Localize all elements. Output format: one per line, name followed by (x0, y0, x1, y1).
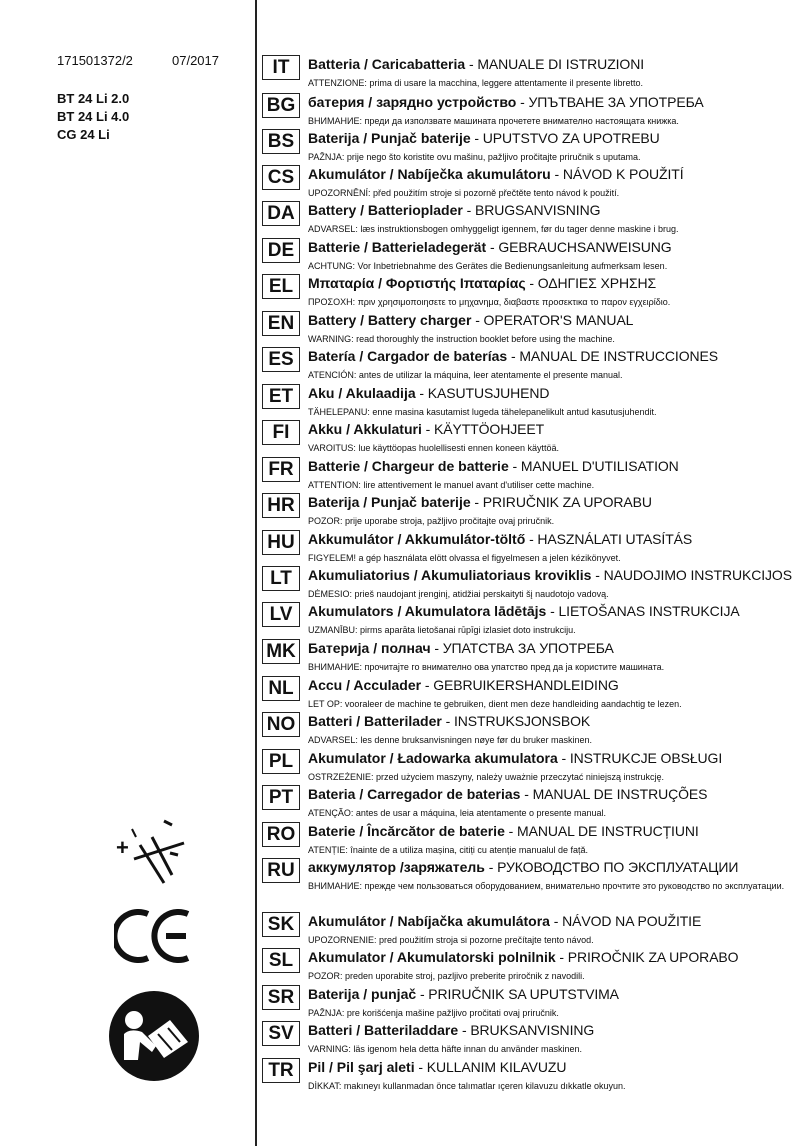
language-code: DE (262, 238, 300, 263)
language-title (308, 165, 684, 183)
document-number: 171501372/2 (57, 53, 133, 68)
language-code: FR (262, 457, 300, 482)
warning-text (308, 878, 788, 895)
warning-label: PAŽNJA: (308, 152, 345, 162)
manual-title: - MANUAL DE INSTRUCCIONES (507, 348, 718, 364)
product-name: Baterie / Încărcător de baterie (308, 823, 505, 839)
warning-body: pirms aparāta lietošanai rūpīgi izlasiet doto instrukciju. (357, 625, 576, 635)
warning-body: înainte de a utiliza mașina, citiți cu atenție manualul de față. (347, 845, 588, 855)
product-name: Akkumulátor / Akkumulátor-töltő (308, 531, 526, 547)
warning-label: VARNING: (308, 1044, 351, 1054)
warning-text (308, 187, 788, 199)
product-name: Batteria / Caricabatteria (308, 56, 466, 72)
warning-body: преди да използвате машината прочетете внимателно настоящата книжка. (361, 116, 679, 126)
warning-text (308, 588, 788, 600)
warning-body: antes de utilizar la máquina, leer atentamente el presente manual. (356, 370, 623, 380)
warning-body: pred použitím stroja si pozorne prečítajte tento návod. (376, 935, 594, 945)
language-title (308, 457, 679, 475)
warning-text (308, 223, 788, 235)
manual-title: - MANUEL D'UTILISATION (508, 458, 679, 474)
language-title (308, 639, 614, 657)
product-name: Battery / Batterioplader (308, 202, 463, 218)
warning-body: læs instruktionsbogen omhyggeligt igennem, før du tager denne maskine i brug. (357, 224, 679, 234)
manual-title: - GEBRAUCHSANWEISUNG (486, 239, 672, 255)
warning-text (308, 260, 788, 272)
language-title (308, 201, 600, 219)
warning-text (308, 844, 788, 856)
language-code: EL (262, 274, 300, 299)
language-title (308, 274, 656, 292)
language-code: BG (262, 93, 300, 118)
warning-text (308, 661, 788, 673)
manual-title: - MANUAL DE INSTRUCȚIUNI (504, 823, 699, 839)
language-title (308, 985, 619, 1003)
model-list (57, 90, 129, 144)
language-title (308, 785, 707, 803)
warning-label: ВНИМАНИЕ: (308, 662, 362, 672)
product-name: Baterija / punjač (308, 986, 417, 1002)
language-code: BS (262, 129, 300, 154)
warning-text (308, 624, 788, 636)
language-code: FI (262, 420, 300, 445)
warning-label: TÄHELEPANU: (308, 407, 370, 417)
product-name: Baterija / Punjač baterije (308, 130, 471, 146)
language-code: LT (262, 566, 300, 591)
warning-text (308, 1007, 788, 1019)
language-code: TR (262, 1058, 300, 1083)
product-name: Akumulator / Ładowarka akumulatora (308, 750, 558, 766)
warning-text (308, 934, 788, 946)
product-name: Batterie / Chargeur de batterie (308, 458, 509, 474)
language-title (308, 749, 722, 767)
manual-title: - РУКОВОДСТВО ПО ЭКСПЛУАТАЦИИ (484, 859, 739, 875)
warning-label: LET OP: (308, 699, 343, 709)
product-name: Akumuliatorius / Akumuliatoriaus kroviklis (308, 567, 592, 583)
language-title (308, 530, 692, 548)
warning-text (308, 442, 788, 454)
warning-body: przed użyciem maszyny, należy uważnie przeczytać niniejszą instrukcję. (373, 772, 664, 782)
manual-title: - OPERATOR'S MANUAL (471, 312, 634, 328)
language-code: DA (262, 201, 300, 226)
language-title (308, 420, 544, 438)
warning-label: UZMANĪBU: (308, 625, 358, 635)
manual-title: - BRUGSANVISNING (462, 202, 601, 218)
product-name: аккумулятор /заряжатель (308, 859, 485, 875)
manual-title: - INSTRUKSJONSBOK (441, 713, 591, 729)
product-name: Batteri / Batterilader (308, 713, 442, 729)
language-title (308, 566, 792, 584)
language-code: HU (262, 530, 300, 555)
manual-title: - MANUAL DE INSTRUÇÕES (520, 786, 708, 802)
language-code: CS (262, 165, 300, 190)
warning-label: ВНИМАНИЕ: (308, 116, 362, 126)
language-title (308, 1021, 594, 1039)
language-title (308, 712, 590, 730)
warning-body: prije nego što koristite ovu mašinu, pažljivo pročitajte priručnik s uputama. (344, 152, 641, 162)
language-code: IT (262, 55, 300, 80)
warning-text (308, 552, 788, 564)
manual-title: - PRIRUČNIK ZA UPORABU (470, 494, 652, 510)
manual-title: - GEBRUIKERSHANDLEIDING (421, 677, 619, 693)
manual-title: - BRUKSANVISNING (458, 1022, 595, 1038)
document-date: 07/2017 (172, 53, 219, 68)
manual-title: - MANUALE DI ISTRUZIONI (465, 56, 645, 72)
warning-body: antes de usar a máquina, leia atentamente o presente manual. (353, 808, 607, 818)
language-title (308, 347, 718, 365)
warning-label: DİKKAT: (308, 1081, 342, 1091)
model-name: BT 24 Li 2.0 (57, 91, 130, 106)
warning-label: ADVARSEL: (308, 224, 358, 234)
product-name: Bateria / Carregador de baterias (308, 786, 521, 802)
language-code: PL (262, 749, 300, 774)
warning-body: lue käyttöopas huolellisesti ennen koneen käyttöä. (355, 443, 559, 453)
language-title (308, 311, 633, 329)
warning-label: POZOR: (308, 971, 343, 981)
warning-text (308, 970, 788, 982)
warning-body: prije uporabe stroja, pažljivo pročitajte ovaj priručnik. (342, 516, 555, 526)
manual-title: - PRIRUČNIK SA UPUTSTVIMA (416, 986, 619, 1002)
language-title (308, 55, 644, 73)
manual-title: - LIETOŠANAS INSTRUKCIJA (546, 603, 740, 619)
manual-title: - УПАТСТВА ЗА УПОТРЕБА (430, 640, 614, 656)
language-title (308, 602, 740, 620)
svg-text:+: + (116, 835, 129, 860)
warning-text (308, 296, 788, 308)
manual-title: - ΟΔΗΓΙΕΣ ΧΡΗΣΗΣ (525, 275, 657, 291)
warning-label: OSTRZEŻENIE: (308, 772, 374, 782)
language-code: ES (262, 347, 300, 372)
manual-title: - NAUDOJIMO INSTRUKCIJOS (591, 567, 792, 583)
warning-label: PAŽNJA: (308, 1008, 345, 1018)
language-title (308, 948, 738, 966)
language-title (308, 129, 660, 147)
warning-body: a gép használata elött olvassa el figyelmesen a jelen kézikönyvet. (356, 553, 621, 563)
product-name: Pil / Pil şarj aleti (308, 1059, 415, 1075)
language-code: LV (262, 602, 300, 627)
product-name: Baterija / Punjač baterije (308, 494, 471, 510)
warning-text (308, 1080, 788, 1092)
manual-title: - NÁVOD K POUŽITÍ (550, 166, 684, 182)
warning-label: ATENȚIE: (308, 845, 348, 855)
warning-label: ВНИМАНИЕ: (308, 881, 362, 891)
language-code: SL (262, 948, 300, 973)
warning-label: UPOZORNĚNÍ: (308, 188, 371, 198)
warning-body: preden uporabite stroj, pazljivo preberite priročnik z navodili. (342, 971, 585, 981)
product-name: Μπαταρία / Φορτιστής Ιπαταρίας (308, 275, 526, 291)
warning-body: makıneyı kullanmadan önce talımatlar ıçeren kilavuzu dıkkatle okuyun. (341, 1081, 626, 1091)
warning-body: lire attentivement le manuel avant d'utiliser cette machine. (360, 480, 595, 490)
product-name: Batterie / Batterieladegerät (308, 239, 487, 255)
language-title (308, 93, 704, 111)
warning-body: прочитајте го внимателно ова упатство пред да ја користите машината. (361, 662, 665, 672)
product-name: Akku / Akkulaturi (308, 421, 422, 437)
warning-label: WARNING: (308, 334, 354, 344)
language-code: NL (262, 676, 300, 701)
warning-label: ADVARSEL: (308, 735, 358, 745)
language-code: RO (262, 822, 300, 847)
warning-text (308, 734, 788, 746)
product-name: Battery / Battery charger (308, 312, 472, 328)
language-title (308, 912, 701, 930)
manual-title: - KÄYTTÖOHJEET (421, 421, 545, 437)
product-name: Akumulators / Akumulatora lādētājs (308, 603, 547, 619)
product-name: Batteri / Batteriladdare (308, 1022, 459, 1038)
warning-body: πριν χρησιμοποιησετε το μηχανημα, διαβαστε προσεκτικα το παρον εγχειρίδιο. (355, 297, 671, 307)
language-title (308, 858, 738, 876)
ce-mark-icon (114, 906, 194, 966)
manual-title: - KASUTUSJUHEND (415, 385, 550, 401)
warning-text (308, 698, 788, 710)
battery-polarity-icon (114, 815, 194, 889)
manual-title: - NÁVOD NA POUŽITIE (549, 913, 702, 929)
manual-title: - INSTRUKCJE OBSŁUGI (557, 750, 723, 766)
language-code: SR (262, 985, 300, 1010)
warning-text (308, 115, 788, 127)
warning-text (308, 1043, 788, 1055)
manual-title: - PRIROČNIK ZA UPORABO (555, 949, 739, 965)
language-code: SK (262, 912, 300, 937)
warning-label: DĖMESIO: (308, 589, 353, 599)
warning-body: prieš naudojant įrenginį, atidžiai perskaityti šį naudotojo vadovą. (352, 589, 609, 599)
warning-label: ATENCIÓN: (308, 370, 357, 380)
language-code: RU (262, 858, 300, 883)
warning-label: FIGYELEM! (308, 553, 357, 563)
product-name: Accu / Acculader (308, 677, 422, 693)
product-name: Aku / Akulaadija (308, 385, 416, 401)
product-name: Akumulátor / Nabíjačka akumulátora (308, 913, 550, 929)
language-title (308, 822, 699, 840)
language-title (308, 493, 652, 511)
warning-text (308, 151, 788, 163)
warning-body: enne masina kasutamist lugeda tähelepanelikult antud kasutusjuhendit. (369, 407, 657, 417)
language-code: ET (262, 384, 300, 409)
language-title (308, 676, 619, 694)
warning-body: les denne bruksanvisningen nøye før du bruker maskinen. (357, 735, 592, 745)
warning-text (308, 333, 788, 345)
warning-text (308, 77, 788, 89)
warning-body: read thoroughly the instruction booklet before using the machine. (353, 334, 615, 344)
warning-text (308, 369, 788, 381)
warning-text (308, 479, 788, 491)
warning-text (308, 515, 788, 527)
language-title (308, 384, 549, 402)
warning-body: Vor Inbetriebnahme des Gerätes die Bedienungsanleitung aufmerksam lesen. (355, 261, 668, 271)
read-manual-icon (108, 990, 200, 1082)
warning-label: ΠΡΟΣΟΧΗ: (308, 297, 356, 307)
model-name: CG 24 Li (57, 127, 110, 142)
warning-body: прежде чем пользоваться оборудованием, внимательно прочтите это руководство по эксплуатации. (361, 881, 785, 891)
warning-label: POZOR: (308, 516, 343, 526)
manual-title: - HASZNÁLATI UTASÍTÁS (525, 531, 693, 547)
product-name: батерия / зарядно устройство (308, 94, 517, 110)
language-title (308, 238, 672, 256)
warning-body: pre korišćenja mašine pažljivo pročitati ovaj priručnik. (344, 1008, 559, 1018)
manual-title: - UPUTSTVO ZA UPOTREBU (470, 130, 660, 146)
language-code: HR (262, 493, 300, 518)
warning-body: prima di usare la macchina, leggere attentamente il presente libretto. (366, 78, 643, 88)
warning-text (308, 406, 788, 418)
warning-text (308, 771, 788, 783)
product-name: Батерија / полнач (308, 640, 431, 656)
language-code: EN (262, 311, 300, 336)
manual-title: - KULLANIM KILAVUZU (414, 1059, 567, 1075)
warning-label: ATTENZIONE: (308, 78, 367, 88)
warning-label: UPOZORNENIE: (308, 935, 377, 945)
language-title (308, 1058, 566, 1076)
language-code: MK (262, 639, 300, 664)
product-name: Akumulátor / Nabíječka akumulátoru (308, 166, 551, 182)
product-name: Akumulator / Akumulatorski polnilnik (308, 949, 556, 965)
warning-text (308, 807, 788, 819)
product-name: Batería / Cargador de baterías (308, 348, 508, 364)
vertical-divider (255, 0, 257, 1146)
model-name: BT 24 Li 4.0 (57, 109, 130, 124)
warning-body: před použitím stroje si pozorně přečtěte tento návod k použití. (370, 188, 620, 198)
warning-body: läs igenom hela detta häfte innan du använder maskinen. (350, 1044, 583, 1054)
warning-label: VAROITUS: (308, 443, 356, 453)
warning-label: ACHTUNG: (308, 261, 355, 271)
warning-label: ATENÇÃO: (308, 808, 354, 818)
warning-label: ATTENTION: (308, 480, 361, 490)
language-code: PT (262, 785, 300, 810)
warning-body: vooraleer de machine te gebruiken, dient men deze handleiding aandachtig te lezen. (342, 699, 682, 709)
language-code: NO (262, 712, 300, 737)
language-code: SV (262, 1021, 300, 1046)
manual-title: - УПЪТВАНЕ ЗА УПОТРЕБА (516, 94, 704, 110)
